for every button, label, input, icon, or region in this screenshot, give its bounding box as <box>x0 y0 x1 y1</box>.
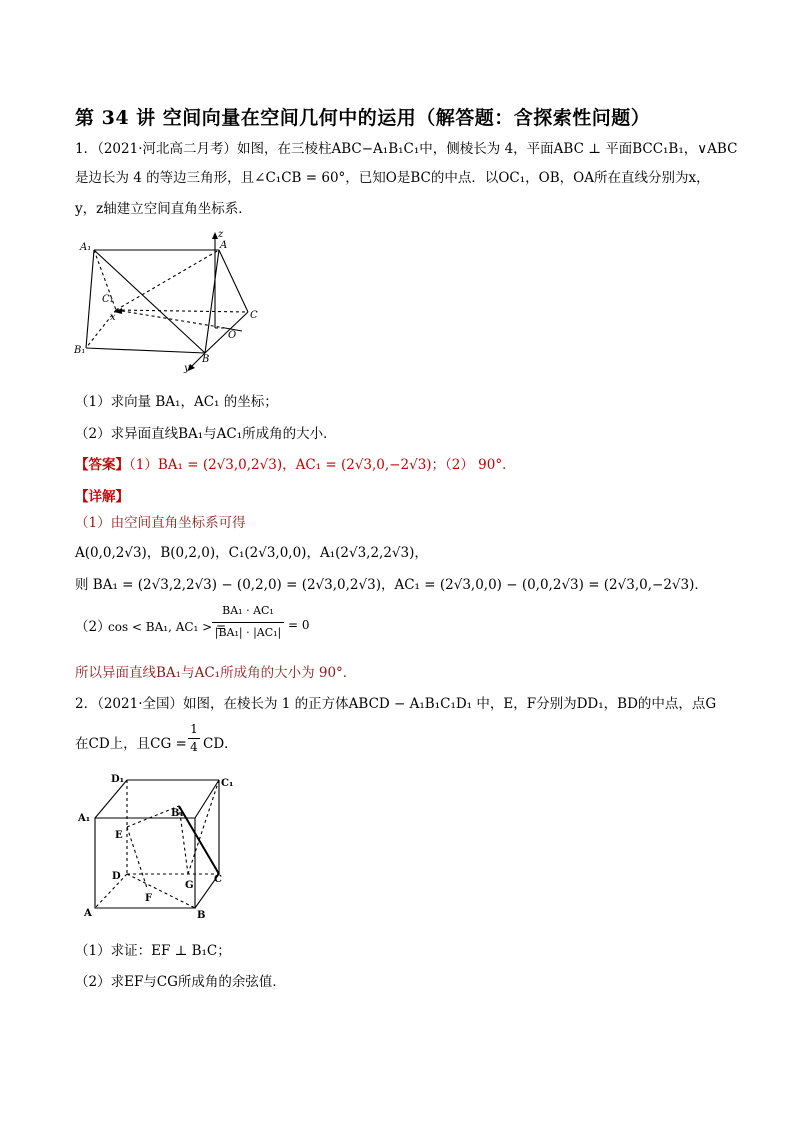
fraction-bar <box>212 622 284 623</box>
q2-part2: （2）求EF与CG所成角的余弦值． <box>75 974 286 990</box>
detail-tag: 【详解】 <box>75 489 129 505</box>
fraction-numerator: 1 <box>190 722 198 736</box>
fig1-label: O <box>228 330 237 341</box>
fig2-label: D₁ <box>111 774 125 785</box>
fig2-label: A₁ <box>78 813 91 824</box>
segment-c1-g <box>188 780 219 874</box>
q1-detail-1: （1）由空间直角坐标系可得 <box>75 515 246 531</box>
edge-a-c <box>219 250 248 312</box>
edge-c1-a <box>116 250 219 310</box>
fraction-bar <box>188 738 200 739</box>
fig2-label: A <box>84 908 92 919</box>
answer-tag: 【答案】 <box>75 457 129 473</box>
fig1-label: C <box>250 310 258 321</box>
q2-line2-b: CD． <box>203 736 238 752</box>
q2-cube-figure <box>75 768 245 923</box>
q2-line1: 2．（2021·全国）如图，在棱长为 1 的正方体ABCD − A₁B₁C₁D₁ 中，E，F分别为DD₁，BD的中点，点G <box>75 696 717 712</box>
fraction-denominator: 4 <box>190 740 198 754</box>
page-title: 第 34 讲 空间向量在空间几何中的运用（解答题：含探索性问题） <box>75 107 651 129</box>
edge-c-b <box>205 312 248 353</box>
fig1-label: B₁ <box>74 345 86 356</box>
answer-body: （1）BA₁ = (2√3,0,2√3)，AC₁ = (2√3,0,−2√3)；（2） 90°． <box>129 457 516 473</box>
cos-numerator: BA₁ · AC₁ <box>222 604 274 617</box>
edge-b1-b <box>86 348 205 353</box>
fig2-label: C <box>214 874 222 885</box>
q2-part1: （1）求证：EF ⊥ B₁C； <box>75 943 231 959</box>
fig2-label: C₁ <box>221 778 234 789</box>
q1-part2: （2）求异面直线BA₁与AC₁所成角的大小． <box>75 426 337 442</box>
edge-b1c-thick <box>179 806 219 874</box>
q1-detail-2: A(0,0,2√3)，B(0,2,0)，C₁(2√3,0,0)，A₁(2√3,2,2√3)， <box>75 545 428 561</box>
q1-answer-line <box>75 456 516 474</box>
fig1-label: x <box>110 312 116 323</box>
q1-line1: 1．（2021·河北高二月考）如图，在三棱柱ABC−A₁B₁C₁中，侧棱长为 4，平面ABC ⊥ 平面BCC₁B₁，∨ABC <box>75 141 738 157</box>
q1-detail-5: 所以异面直线BA₁与AC₁所成角的大小为 90°． <box>75 665 357 681</box>
edge-c1-c <box>116 310 248 312</box>
fig1-label: B <box>202 354 210 365</box>
cos-denominator: |BA₁| · |AC₁| <box>214 626 282 639</box>
fig1-label: z <box>218 229 224 240</box>
fig1-label: A₁ <box>80 242 92 253</box>
fig1-label: y <box>184 363 190 374</box>
edge-a1-b1 <box>86 250 94 348</box>
q1-prism-figure <box>70 228 270 378</box>
q2-line2-a: 在CD上，且CG = <box>75 736 187 752</box>
fig2-label: F <box>145 893 153 904</box>
fig2-label: G <box>185 880 194 891</box>
edge-d-a <box>95 874 127 908</box>
cos-rhs: = 0 <box>288 618 310 632</box>
cos-lhs: cos < BA₁, AC₁ > = <box>108 620 227 634</box>
fig1-label: C₁ <box>102 294 114 305</box>
fig2-label: D <box>112 871 121 882</box>
edge-a1-d1 <box>95 780 127 818</box>
fig2-label: B₁ <box>171 808 184 819</box>
fig2-label: E <box>115 830 123 841</box>
q1-line3: y，z轴建立空间直角坐标系． <box>75 201 252 217</box>
edge-b1-c1 <box>195 780 219 818</box>
fig2-label: B <box>197 910 206 921</box>
q1-detail-3: 则 BA₁ = (2√3,2,2√3) − (0,2,0) = (2√3,0,2√3)，AC₁ = (2√3,0,0) − (0,0,2√3) = (2√3,0,−2√3)． <box>75 577 708 593</box>
edge-a-b <box>205 250 219 353</box>
fig1-label: A <box>220 240 228 251</box>
q1-line2: 是边长为 4 的等边三角形，且∠C₁CB = 60°，已知O是BC的中点．以OC₁，OB，OA所在直线分别为x， <box>75 170 710 186</box>
q1-detail-4-prefix: （2） <box>75 619 111 635</box>
segment-e-f <box>127 827 147 888</box>
q1-part1: （1）求向量 BA₁，AC₁ 的坐标； <box>75 394 278 410</box>
